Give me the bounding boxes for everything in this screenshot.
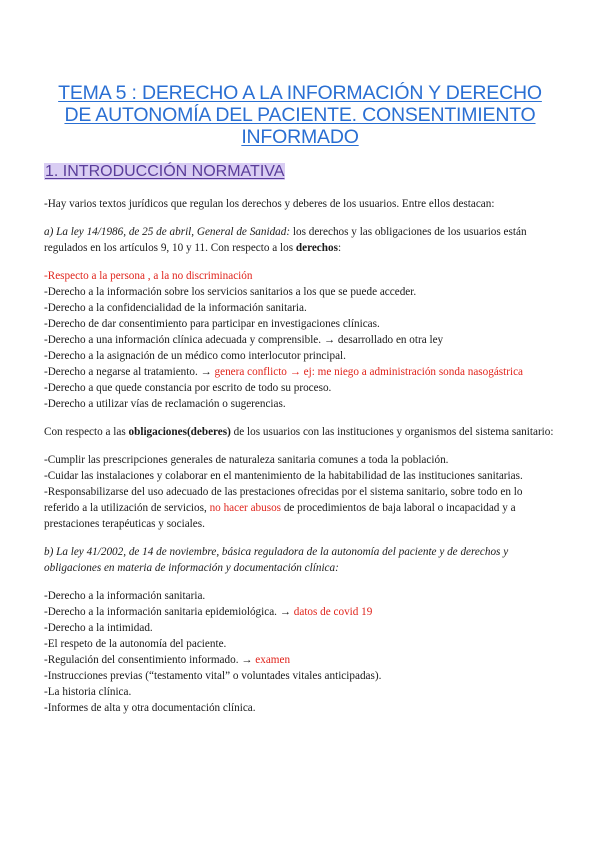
list-item: -El respeto de la autonomía del paciente. xyxy=(44,638,227,650)
list-item: -Instrucciones previas (“testamento vital” o voluntades vitales anticipadas). xyxy=(44,670,382,682)
list-item: -La historia clínica. xyxy=(44,686,132,698)
list-item: -Respecto a la persona , a la no discriminación xyxy=(44,270,253,282)
list-item: -Derecho a la información sanitaria. xyxy=(44,590,206,602)
red-annotation: examen xyxy=(255,654,291,666)
red-annotation: no hacer abusos xyxy=(209,502,282,514)
list-item: -Cumplir las prescripciones generales de naturaleza sanitaria comunes a toda la población. xyxy=(44,454,449,466)
list-item: -Derecho a negarse al tratamiento. → genera conflicto → ej: me niego a administración sonda nasogástrica xyxy=(44,366,524,378)
derechos-b-list xyxy=(44,588,556,716)
list-item: -Informes de alta y otra documentación clínica. xyxy=(44,702,256,714)
intro-paragraph: -Hay varios textos jurídicos que regulan los derechos y deberes de los usuarios. Entre ellos destacan: xyxy=(44,198,495,210)
list-item: -Derecho a la información sanitaria epidemiológica. → datos de covid 19 xyxy=(44,606,373,618)
law-b-paragraph: b) La ley 41/2002, de 14 de noviembre, básica reguladora de la autonomía del paciente y de derechos y obligaciones en materia de información y documentación clínica: xyxy=(44,546,509,574)
derechos-list xyxy=(44,268,556,412)
list-item: -Derecho a la información sobre los servicios sanitarios a los que se puede acceder. xyxy=(44,286,417,298)
list-item: -Derecho a una información clínica adecuada y comprensible. → desarrollado en otra ley xyxy=(44,334,444,346)
list-item: -Cuidar las instalaciones y colaborar en el mantenimiento de la habitabilidad de las instituciones sanitarias. xyxy=(44,470,523,482)
list-item: -Derecho a la confidencialidad de la información sanitaria. xyxy=(44,302,307,314)
red-annotation: genera conflicto → ej: me niego a administración sonda nasogástrica xyxy=(214,366,524,378)
law-a-bold: derechos xyxy=(295,242,338,254)
list-item: -Regulación del consentimiento informado. → examen xyxy=(44,654,291,666)
law-a-paragraph: a) La ley 14/1986, de 25 de abril, General de Sanidad: los derechos y las obligaciones de los usuarios están regulados en los artículos 9, 10 y 11. Con respecto a los derechos: xyxy=(44,226,527,254)
list-item: -Derecho a la intimidad. xyxy=(44,622,153,634)
list-item: -Responsabilizarse del uso adecuado de las prestaciones ofrecidas por el sistema sanitario, sobre todo en lo referido a la utilización de servicios, no hacer abusos de procedimientos de baja laboral o incapacidad y a prestaciones terapéuticas y sociales. xyxy=(44,486,523,530)
law-a-label: a) La ley 14/1986, de 25 de abril, General de Sanidad: xyxy=(44,226,291,238)
document-title xyxy=(44,82,556,148)
law-a-text: los derechos y las obligaciones de los usuarios están regulados en los artículos 9, 10 y 11. Con respecto a los xyxy=(44,226,527,254)
title-line-1: TEMA 5 : DERECHO A LA INFORMACIÓN Y DERECHO xyxy=(58,82,542,104)
section-heading: 1. INTRODUCCIÓN NORMATIVA xyxy=(45,163,285,180)
red-annotation: datos de covid 19 xyxy=(293,606,373,618)
obligaciones-intro: Con respecto a las obligaciones(deberes) de los usuarios con las instituciones y organismos del sistema sanitario: xyxy=(44,426,554,438)
title-line-2: DE AUTONOMÍA DEL PACIENTE. CONSENTIMIENTO xyxy=(64,104,536,126)
list-item: -Derecho a utilizar vías de reclamación o sugerencias. xyxy=(44,398,286,410)
list-item: -Derecho a que quede constancia por escrito de todo su proceso. xyxy=(44,382,332,394)
list-item: -Derecho de dar consentimiento para participar en investigaciones clínicas. xyxy=(44,318,380,330)
list-item: -Derecho a la asignación de un médico como interlocutor principal. xyxy=(44,350,346,362)
obligaciones-list xyxy=(44,452,556,532)
title-line-3: INFORMADO xyxy=(241,126,359,148)
